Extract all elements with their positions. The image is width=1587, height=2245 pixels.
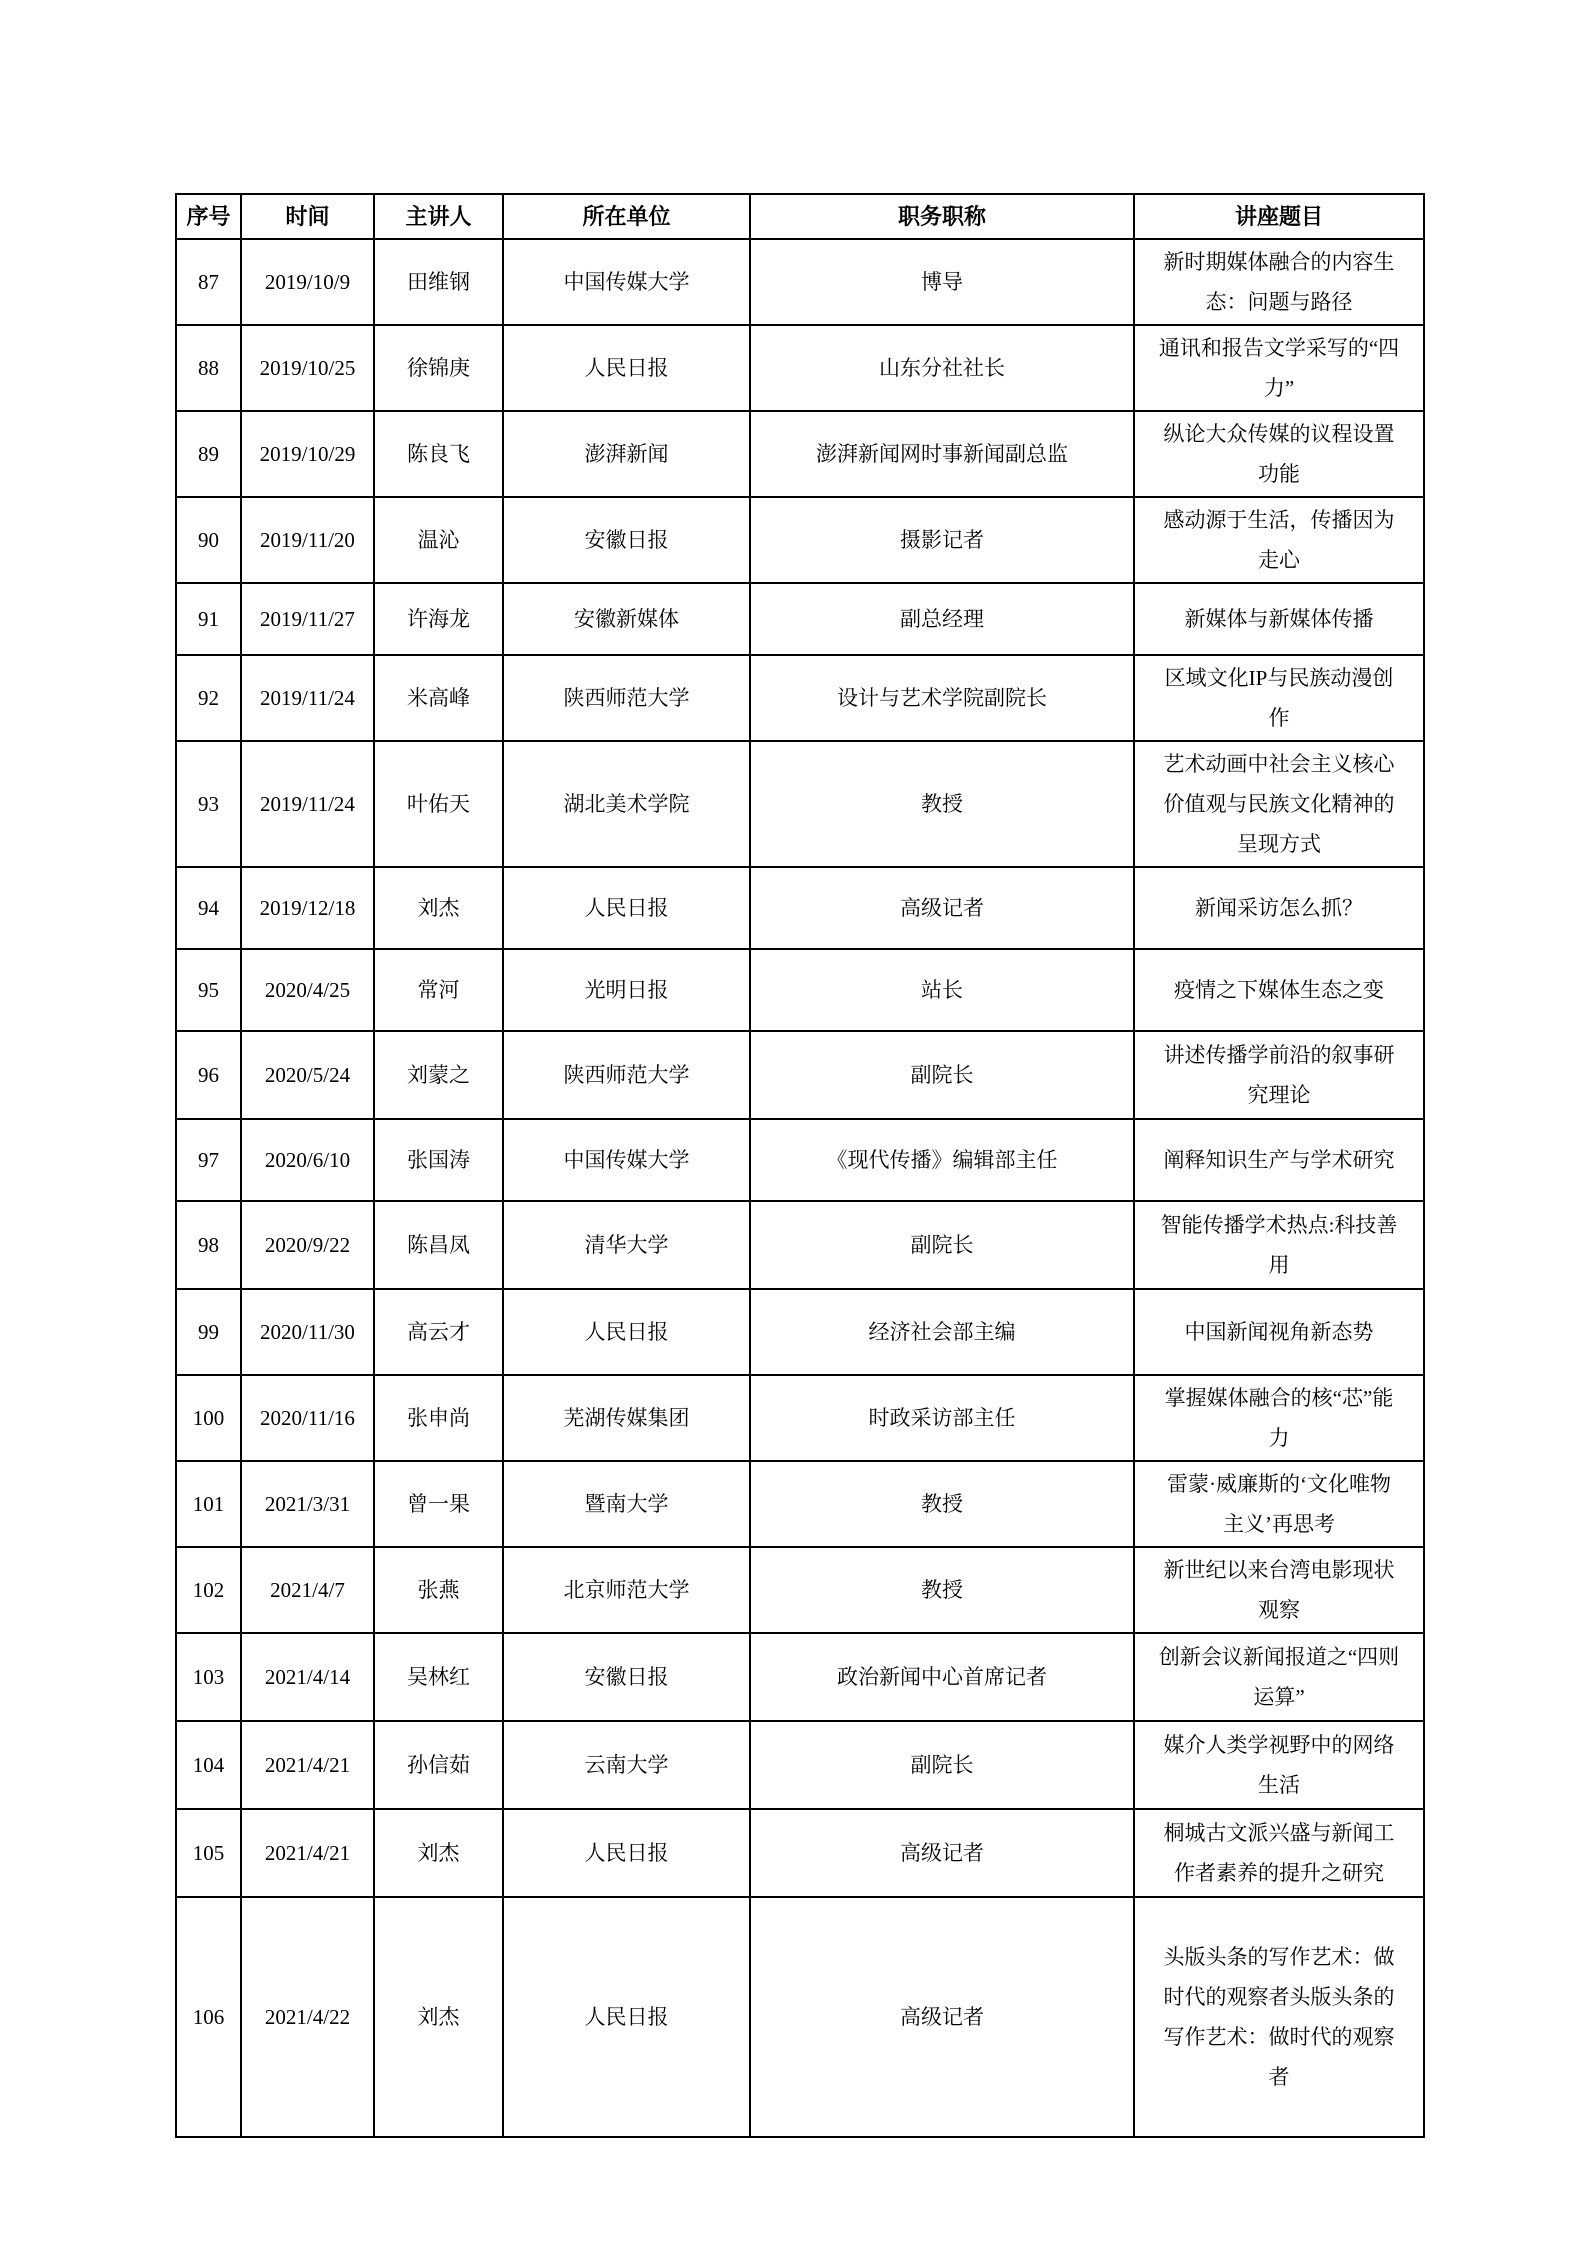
cell-date: 2019/11/27 [241,583,374,655]
cell-title: 讲述传播学前沿的叙事研究理论 [1134,1031,1424,1119]
cell-title: 桐城古文派兴盛与新闻工作者素养的提升之研究 [1134,1809,1424,1897]
cell-speaker: 刘杰 [374,1897,503,2137]
cell-speaker: 高云才 [374,1289,503,1375]
cell-number: 95 [176,949,241,1031]
header-title: 讲座题目 [1134,194,1424,239]
cell-position: 政治新闻中心首席记者 [750,1633,1134,1721]
cell-date: 2020/11/30 [241,1289,374,1375]
cell-number: 93 [176,741,241,867]
table-row [176,949,1424,1031]
table-row [176,1375,1424,1461]
header-org: 所在单位 [503,194,750,239]
cell-title: 区域文化IP与民族动漫创作 [1134,655,1424,741]
cell-org: 人民日报 [503,1289,750,1375]
table-row [176,1461,1424,1547]
table-header [176,194,1424,239]
cell-number: 104 [176,1721,241,1809]
cell-speaker: 叶佑天 [374,741,503,867]
table-row [176,655,1424,741]
cell-date: 2021/3/31 [241,1461,374,1547]
cell-speaker: 刘杰 [374,867,503,949]
cell-org: 北京师范大学 [503,1547,750,1633]
cell-title: 新媒体与新媒体传播 [1134,583,1424,655]
cell-org: 中国传媒大学 [503,1119,750,1201]
cell-date: 2020/11/16 [241,1375,374,1461]
cell-title: 掌握媒体融合的核“芯”能力 [1134,1375,1424,1461]
table-row [176,583,1424,655]
cell-number: 102 [176,1547,241,1633]
cell-number: 105 [176,1809,241,1897]
cell-date: 2019/12/18 [241,867,374,949]
cell-position: 教授 [750,741,1134,867]
cell-title: 中国新闻视角新态势 [1134,1289,1424,1375]
cell-date: 2019/10/25 [241,325,374,411]
table-row [176,1897,1424,2137]
cell-date: 2021/4/14 [241,1633,374,1721]
table-row [176,1633,1424,1721]
cell-speaker: 张申尚 [374,1375,503,1461]
table-row [176,1031,1424,1119]
cell-number: 97 [176,1119,241,1201]
cell-position: 副院长 [750,1031,1134,1119]
cell-org: 光明日报 [503,949,750,1031]
cell-position: 教授 [750,1461,1134,1547]
cell-speaker: 陈昌凤 [374,1201,503,1289]
table-row [176,741,1424,867]
cell-number: 99 [176,1289,241,1375]
cell-speaker: 徐锦庚 [374,325,503,411]
cell-number: 98 [176,1201,241,1289]
table-row [176,1547,1424,1633]
cell-org: 陕西师范大学 [503,655,750,741]
cell-title: 新世纪以来台湾电影现状观察 [1134,1547,1424,1633]
cell-position: 副院长 [750,1201,1134,1289]
cell-date: 2019/10/29 [241,411,374,497]
cell-title: 新闻采访怎么抓？ [1134,867,1424,949]
cell-org: 安徽日报 [503,497,750,583]
cell-position: 山东分社社长 [750,325,1134,411]
cell-number: 106 [176,1897,241,2137]
table-row [176,1289,1424,1375]
cell-title: 新时期媒体融合的内容生态：问题与路径 [1134,239,1424,325]
cell-org: 人民日报 [503,325,750,411]
cell-date: 2019/10/9 [241,239,374,325]
cell-position: 高级记者 [750,1897,1134,2137]
cell-title: 艺术动画中社会主义核心价值观与民族文化精神的呈现方式 [1134,741,1424,867]
cell-position: 经济社会部主编 [750,1289,1134,1375]
cell-org: 清华大学 [503,1201,750,1289]
cell-position: 高级记者 [750,867,1134,949]
cell-org: 安徽新媒体 [503,583,750,655]
cell-title: 阐释知识生产与学术研究 [1134,1119,1424,1201]
cell-position: 副总经理 [750,583,1134,655]
table-row [176,1119,1424,1201]
header-position: 职务职称 [750,194,1134,239]
header-date: 时间 [241,194,374,239]
cell-speaker: 许海龙 [374,583,503,655]
cell-title: 纵论大众传媒的议程设置功能 [1134,411,1424,497]
cell-position: 《现代传播》编辑部主任 [750,1119,1134,1201]
cell-date: 2020/5/24 [241,1031,374,1119]
cell-number: 90 [176,497,241,583]
cell-position: 设计与艺术学院副院长 [750,655,1134,741]
cell-speaker: 田维钢 [374,239,503,325]
cell-speaker: 陈良飞 [374,411,503,497]
cell-org: 安徽日报 [503,1633,750,1721]
cell-position: 时政采访部主任 [750,1375,1134,1461]
cell-speaker: 温沁 [374,497,503,583]
cell-date: 2021/4/7 [241,1547,374,1633]
cell-date: 2021/4/22 [241,1897,374,2137]
cell-number: 91 [176,583,241,655]
cell-position: 副院长 [750,1721,1134,1809]
cell-org: 云南大学 [503,1721,750,1809]
table-body [176,239,1424,2137]
table-row [176,1809,1424,1897]
cell-speaker: 刘杰 [374,1809,503,1897]
cell-date: 2019/11/24 [241,655,374,741]
cell-speaker: 张国涛 [374,1119,503,1201]
cell-number: 96 [176,1031,241,1119]
table-row [176,497,1424,583]
table-row [176,867,1424,949]
cell-position: 教授 [750,1547,1134,1633]
cell-number: 103 [176,1633,241,1721]
cell-org: 澎湃新闻 [503,411,750,497]
cell-number: 94 [176,867,241,949]
cell-speaker: 张燕 [374,1547,503,1633]
lecture-table [175,193,1425,2138]
cell-number: 88 [176,325,241,411]
cell-position: 澎湃新闻网时事新闻副总监 [750,411,1134,497]
cell-number: 87 [176,239,241,325]
cell-org: 人民日报 [503,1809,750,1897]
cell-title: 头版头条的写作艺术：做时代的观察者头版头条的写作艺术：做时代的观察者 [1134,1897,1424,2137]
cell-org: 人民日报 [503,1897,750,2137]
header-speaker: 主讲人 [374,194,503,239]
cell-title: 通讯和报告文学采写的“四力” [1134,325,1424,411]
cell-org: 陕西师范大学 [503,1031,750,1119]
cell-speaker: 曾一果 [374,1461,503,1547]
header-number: 序号 [176,194,241,239]
cell-position: 博导 [750,239,1134,325]
cell-org: 人民日报 [503,867,750,949]
cell-title: 媒介人类学视野中的网络生活 [1134,1721,1424,1809]
cell-title: 雷蒙·威廉斯的‘文化唯物主义’再思考 [1134,1461,1424,1547]
table-row [176,411,1424,497]
cell-date: 2020/9/22 [241,1201,374,1289]
cell-position: 摄影记者 [750,497,1134,583]
header-row [176,194,1424,239]
cell-date: 2020/6/10 [241,1119,374,1201]
cell-title: 感动源于生活，传播因为走心 [1134,497,1424,583]
table-row [176,239,1424,325]
cell-org: 暨南大学 [503,1461,750,1547]
cell-speaker: 吴林红 [374,1633,503,1721]
cell-title: 疫情之下媒体生态之变 [1134,949,1424,1031]
cell-title: 创新会议新闻报道之“四则运算” [1134,1633,1424,1721]
cell-speaker: 孙信茹 [374,1721,503,1809]
cell-number: 92 [176,655,241,741]
table-row [176,325,1424,411]
cell-date: 2019/11/20 [241,497,374,583]
cell-title: 智能传播学术热点:科技善用 [1134,1201,1424,1289]
cell-org: 芜湖传媒集团 [503,1375,750,1461]
cell-org: 湖北美术学院 [503,741,750,867]
table-row [176,1201,1424,1289]
cell-number: 89 [176,411,241,497]
cell-position: 站长 [750,949,1134,1031]
cell-speaker: 米高峰 [374,655,503,741]
cell-date: 2021/4/21 [241,1721,374,1809]
table-row [176,1721,1424,1809]
cell-number: 101 [176,1461,241,1547]
cell-date: 2021/4/21 [241,1809,374,1897]
cell-position: 高级记者 [750,1809,1134,1897]
cell-speaker: 刘蒙之 [374,1031,503,1119]
cell-date: 2020/4/25 [241,949,374,1031]
cell-date: 2019/11/24 [241,741,374,867]
cell-speaker: 常河 [374,949,503,1031]
cell-org: 中国传媒大学 [503,239,750,325]
cell-number: 100 [176,1375,241,1461]
